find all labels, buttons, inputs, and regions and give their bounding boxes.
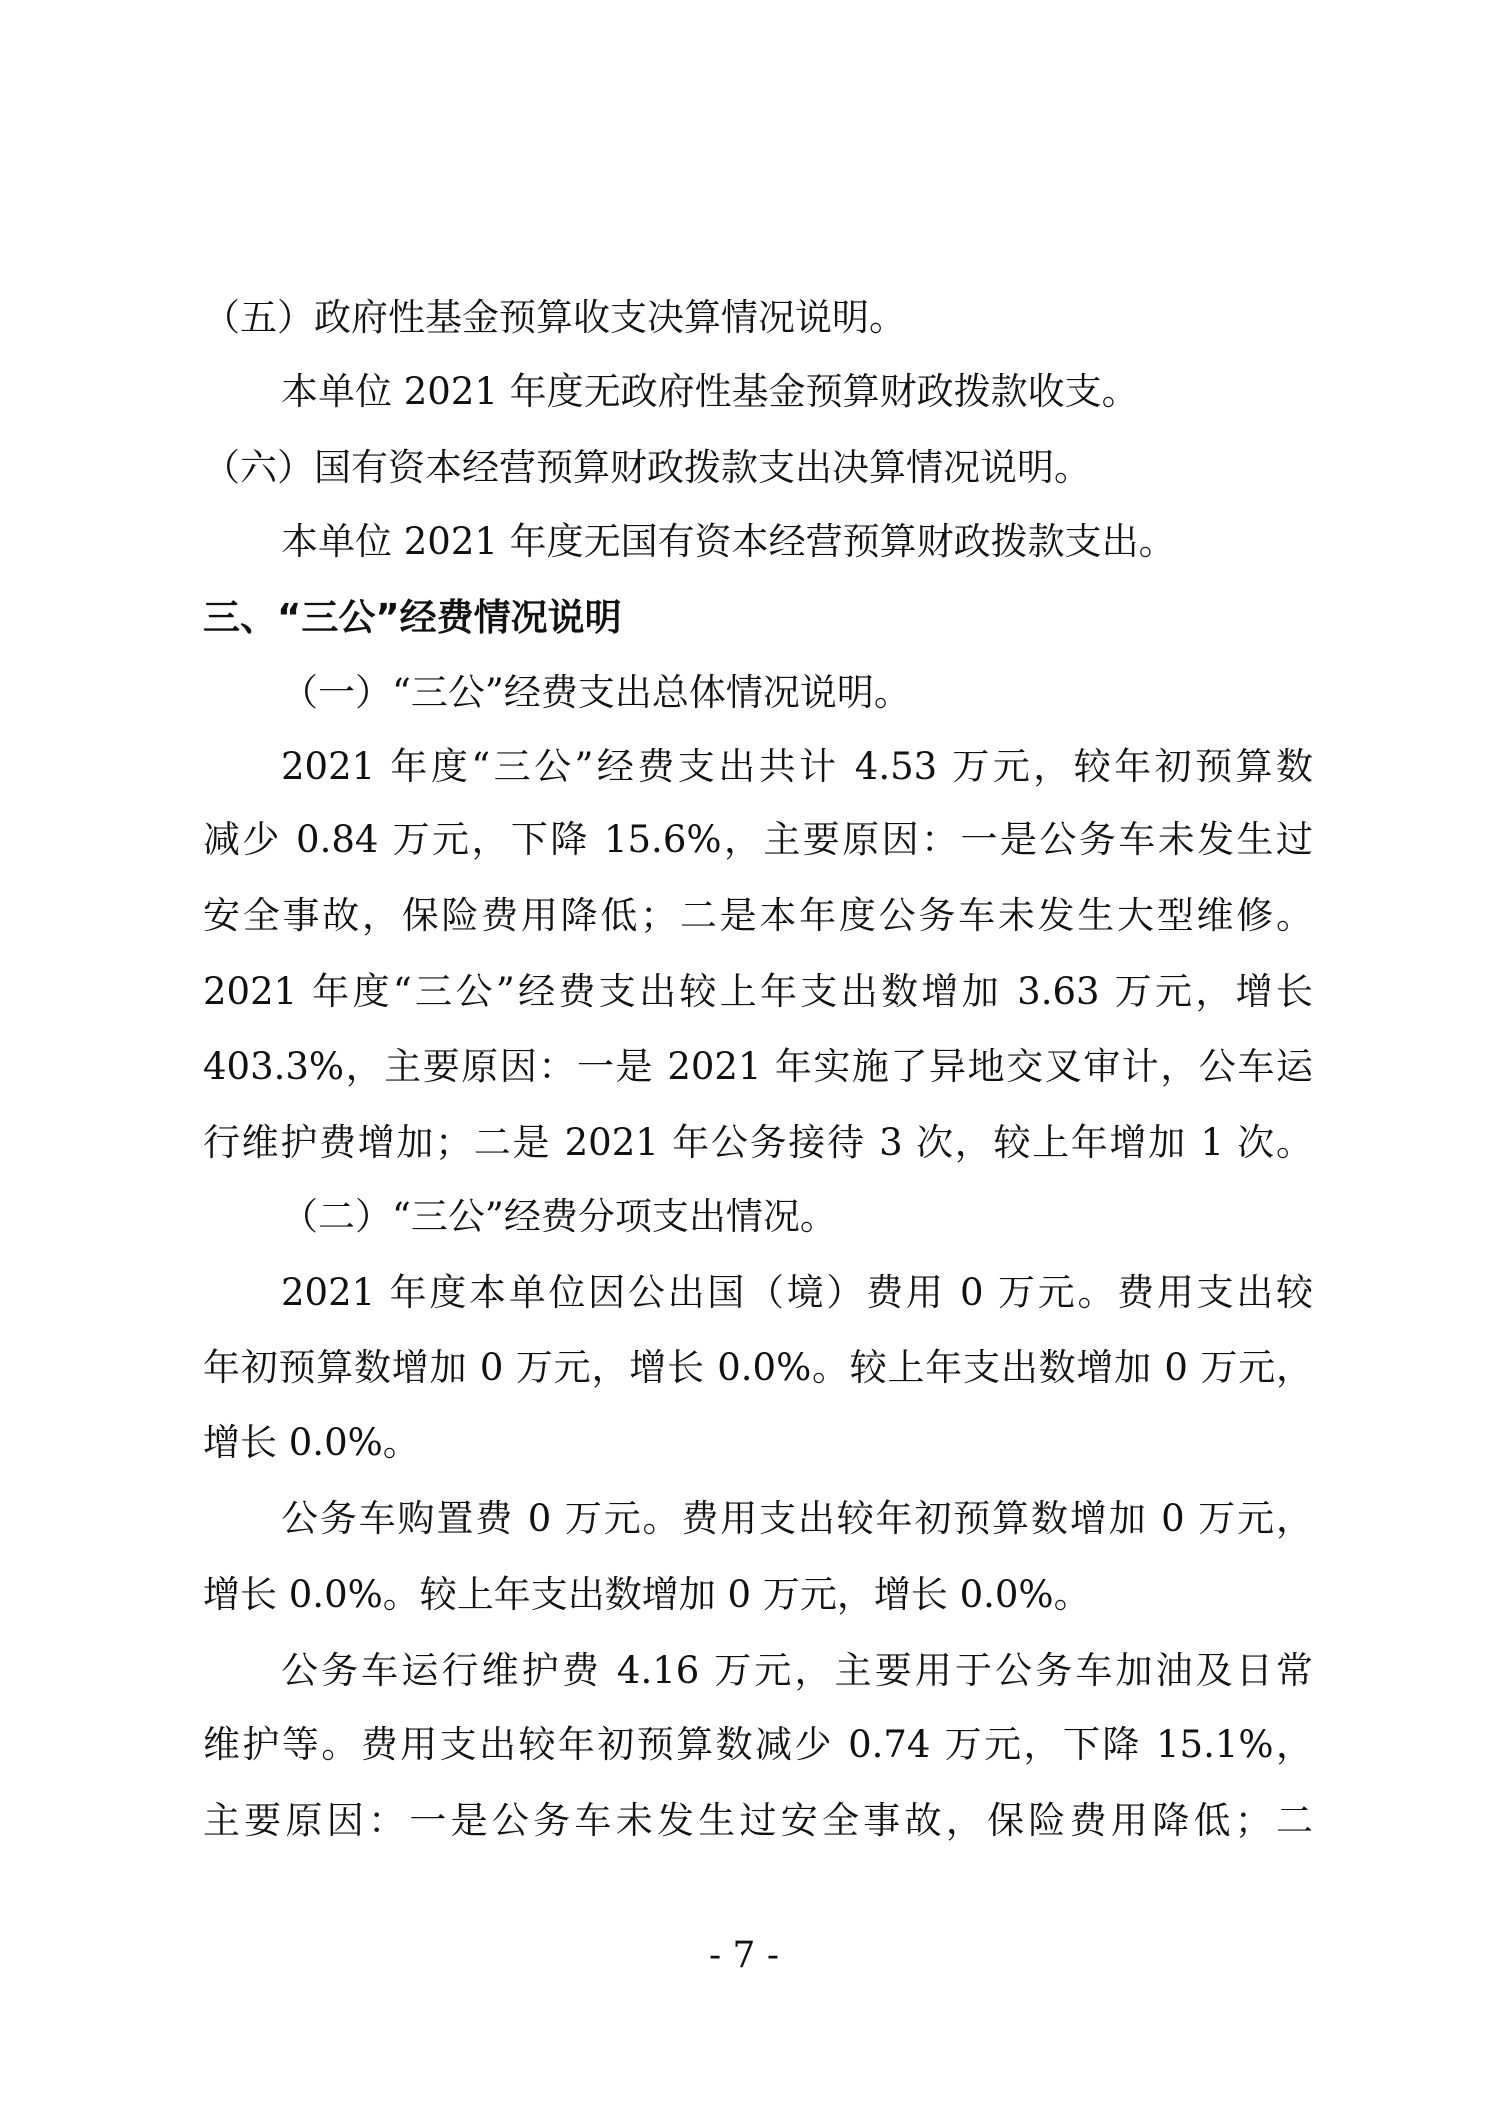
paragraph-line: 维护等。费用支出较年初预算数减少 0.74 万元，下降 15.1%，: [203, 1723, 1313, 1766]
subheading-five: （五）政府性基金预算收支决算情况说明。: [203, 296, 906, 339]
paragraph-line: 增长 0.0%。: [203, 1421, 420, 1464]
paragraph-line: 主要原因：一是公务车未发生过安全事故，保险费用降低；二: [203, 1799, 1313, 1842]
subheading-six: （六）国有资本经营预算财政拨款支出决算情况说明。: [203, 446, 1091, 489]
paragraph-line: 本单位 2021 年度无国有资本经营预算财政拨款支出。: [281, 520, 1176, 563]
paragraph-line: 2021 年度本单位因公出国（境）费用 0 万元。费用支出较: [281, 1271, 1313, 1314]
paragraph-line: 行维护费增加；二是 2021 年公务接待 3 次，较上年增加 1 次。: [203, 1121, 1313, 1164]
subheading-two: （二）“三公”经费分项支出情况。: [281, 1195, 837, 1238]
paragraph-line: 安全事故，保险费用降低；二是本年度公务车未发生大型维修。: [203, 894, 1313, 937]
paragraph-line: 2021 年度“三公”经费支出较上年支出数增加 3.63 万元，增长: [203, 970, 1313, 1013]
subheading-one: （一）“三公”经费支出总体情况说明。: [281, 671, 911, 714]
section-heading-three: 三、“三公”经费情况说明: [203, 596, 622, 639]
paragraph-line: 减少 0.84 万元，下降 15.6%，主要原因：一是公务车未发生过: [203, 818, 1313, 861]
paragraph-line: 公务车购置费 0 万元。费用支出较年初预算数增加 0 万元，: [281, 1497, 1313, 1540]
page-number: - 7 -: [708, 1935, 780, 1976]
paragraph-line: 公务车运行维护费 4.16 万元，主要用于公务车加油及日常: [281, 1649, 1313, 1692]
paragraph-line: 403.3%，主要原因：一是 2021 年实施了异地交叉审计，公车运: [203, 1045, 1313, 1088]
paragraph-line: 增长 0.0%。较上年支出数增加 0 万元，增长 0.0%。: [203, 1573, 1091, 1616]
paragraph-line: 年初预算数增加 0 万元，增长 0.0%。较上年支出数增加 0 万元，: [203, 1346, 1313, 1389]
paragraph-line: 2021 年度“三公”经费支出共计 4.53 万元，较年初预算数: [281, 745, 1313, 788]
paragraph-line: 本单位 2021 年度无政府性基金预算财政拨款收支。: [281, 370, 1139, 413]
